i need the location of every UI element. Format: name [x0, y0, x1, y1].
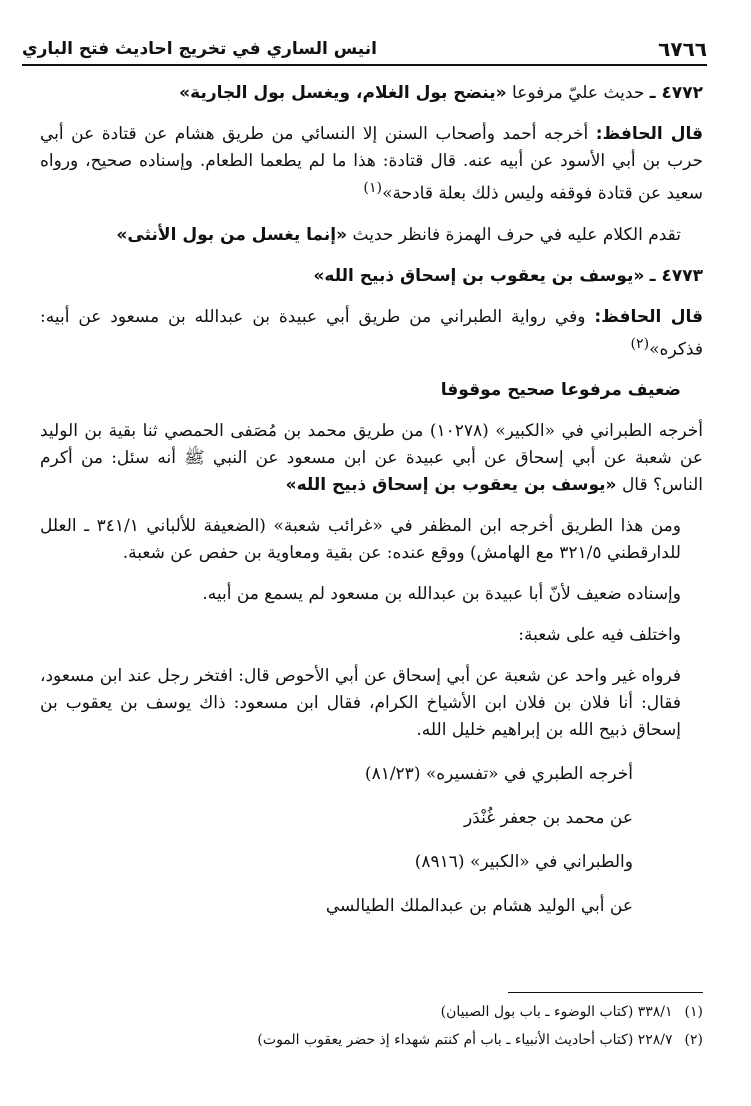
cross-ref-hadith: «إنما يغسل من بول الأنثى»	[116, 224, 348, 245]
book-title: انيس الساري في تخريج احاديث فتح الباري	[22, 39, 377, 59]
entry-4772-heading	[40, 80, 703, 107]
footnote-1	[40, 998, 703, 1026]
footnote-2	[40, 1026, 703, 1054]
hafiz-label: قال الحافظ:	[594, 306, 703, 327]
cross-ref-text: تقدم الكلام عليه في حرف الهمزة فانظر حديث	[352, 224, 681, 245]
source-line: والطبراني في «الكبير» (٨٩١٦)	[414, 852, 633, 873]
footnote-ref-2: (٢)	[630, 335, 650, 352]
page-number: ٦٧٦٦	[658, 37, 707, 61]
footnote-divider	[508, 992, 703, 993]
entry-number: ٤٧٧٣ ـ	[649, 265, 703, 286]
takhrij-paragraph	[40, 418, 703, 499]
entry-intro: حديث عليّ مرفوعا	[512, 83, 645, 103]
source-line: أخرجه الطبري في «تفسيره» (٨١/٢٣)	[364, 764, 633, 785]
cross-reference	[40, 222, 703, 249]
footnote-text: ٢٢٨/٧ (كتاب أحاديث الأنبياء ـ باب أم كنتم شهداء إذ حضر يعقوب الموت)	[257, 1032, 673, 1048]
running-header	[22, 34, 707, 66]
hadith-text: «يوسف بن يعقوب بن إسحاق ذبيح الله»	[313, 265, 645, 286]
hafiz-label: قال الحافظ:	[595, 124, 703, 144]
hafiz-comment-1	[40, 121, 703, 208]
isnad-grade-paragraph: وإسناده ضعيف لأنّ أبا عبيدة بن عبدالله بن مسعود لم يسمع من أبيه.	[202, 584, 681, 605]
variation-intro: واختلف فيه على شعبة:	[518, 625, 681, 646]
chain-paragraph: ومن هذا الطريق أخرجه ابن المظفر في «غرائب شعبة» (الضعيفة للألباني ٣٤١/١ ـ العلل للدارقطني ٣٢١/٥ مع الهامش) ووقع عنده: عن بقية ومعاوية بن حفص عن شعبة.	[40, 516, 681, 564]
footnote-number: (٢)	[684, 1032, 703, 1048]
entry-number: ٤٧٧٢ ـ	[649, 83, 703, 103]
hafiz-comment-2	[40, 304, 703, 364]
footnote-text: ٣٣٨/١ (كتاب الوضوء ـ باب بول الصبيان)	[440, 1004, 673, 1020]
hadith-grade: ضعيف مرفوعا صحيح موقوفا	[440, 380, 681, 401]
source-line: عن محمد بن جعفر غُنْدَر	[463, 808, 633, 829]
source-line: عن أبي الوليد هشام بن عبدالملك الطيالسي	[325, 896, 633, 917]
footnote-number: (١)	[684, 1004, 703, 1020]
hafiz-text: أخرجه أحمد وأصحاب السنن إلا النسائي من طريق هشام عن قتادة عن أبي حرب بن أبي الأسود عن أبيه عنه. قال قتادة: هذا ما لم يطعما الطعام. وإسناده صحيح، ورواه سعيد عن قتادة فوقفه وليس ذلك بعلة قادحة»	[40, 124, 703, 204]
main-text	[40, 80, 703, 932]
footnote-ref-1: (١)	[363, 180, 383, 196]
hafiz-text: وفي رواية الطبراني من طريق أبي عبيدة بن عبدالله بن مسعود عن أبيه: فذكره»	[40, 306, 703, 360]
hadith-text: «ينضح بول الغلام، ويغسل بول الجارية»	[179, 83, 507, 103]
takhrij-hadith: «يوسف بن يعقوب بن إسحاق ذبيح الله»	[285, 475, 617, 496]
mawquf-narration: فرواه غير واحد عن شعبة عن أبي إسحاق عن أبي الأحوص قال: افتخر رجل عند ابن مسعود، فقال: أنا فلان بن فلان ابن الأشياخ الكرام، فقال ابن مسعود: ذاك يوسف بن يعقوب بن إسحاق ذبيح الله بن إبراهيم خليل الله.	[40, 666, 681, 741]
footnotes	[40, 998, 703, 1054]
takhrij-text: أخرجه الطبراني في «الكبير» (١٠٢٧٨) من طريق محمد بن مُصَفى الحمصي ثنا بقية بن الوليد عن شعبة عن أبي إسحاق عن أبي عبيدة عن ابن مسعود عن النبي ﷺ أنه سئل: من أكرم الناس؟ قال	[40, 421, 703, 496]
entry-4773-heading	[40, 263, 703, 290]
